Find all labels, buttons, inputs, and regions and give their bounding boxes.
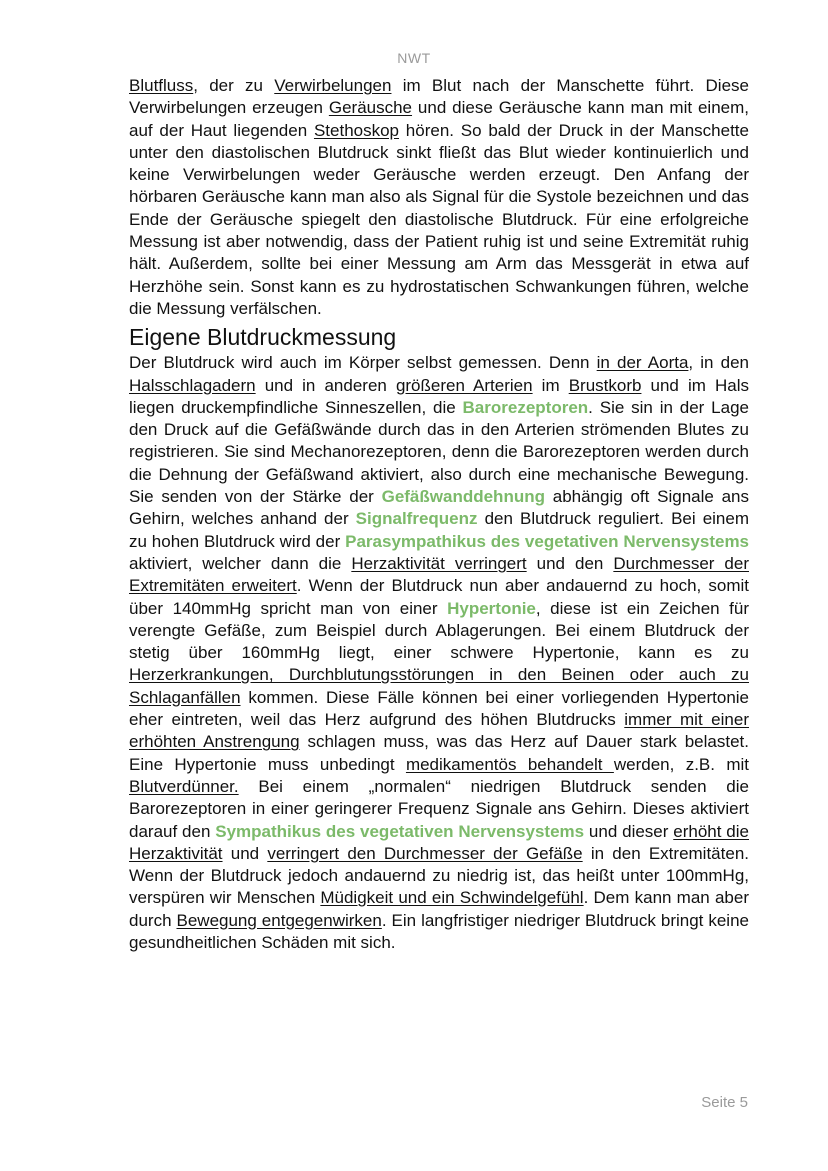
text-run: in den Extremitäten. Wenn der Blutdruck jedoch andauernd zu niedrig ist, das heißt unter 100mmHg, verspüren wir Menschen bbox=[129, 843, 749, 908]
text-run: , in den bbox=[688, 353, 750, 373]
highlighted-term: Hypertonie bbox=[447, 598, 536, 618]
text-run: und dieser bbox=[584, 821, 674, 841]
highlighted-term: Parasympathikus des vegetativen Nervensystems bbox=[345, 531, 750, 551]
underlined-term: Blutfluss bbox=[129, 76, 194, 95]
underlined-term: erhöht die Herzaktivität bbox=[129, 821, 749, 863]
text-run: . Ein langfristiger niedriger Blutdruck bringt keine gesundheitlichen Schäden mit sich. bbox=[129, 910, 749, 952]
text-run: und den bbox=[526, 553, 614, 573]
highlighted-term: Sympathikus des vegetativen Nervensystems bbox=[215, 821, 585, 841]
underlined-term: in der Aorta bbox=[596, 353, 689, 373]
underlined-term: Herzaktivität verringert bbox=[351, 553, 527, 573]
text-run: . Wenn der Blutdruck nun aber andauernd zu hoch, somit über 140mmHg spricht man von einer bbox=[129, 576, 749, 618]
underlined-term: Müdigkeit und ein Schwindelgefühl bbox=[320, 888, 584, 908]
text-run: Bei einem „normalen“ niedrigen Blutdruck senden die Barorezeptoren in einer geringerer Frequenz Signale ans Gehirn. Dieses aktiviert darauf den bbox=[129, 776, 749, 841]
page-header: NWT bbox=[397, 50, 431, 66]
underlined-term: Geräusche bbox=[328, 98, 413, 118]
text-run: . Sie sin in der Lage den Druck auf die Gefäßwände durch das in den Arterien strömenden Blutes zu registrieren. Sie sind Mechanorezeptoren, denn die Barorezeptoren werden durch die Dehnung der Gefäßwand aktiviert, also durch eine mechanische Bewegung. Sie senden von der Stärke der bbox=[129, 397, 749, 507]
text-run: abhängig oft Signale ans Gehirn, welches anhand der bbox=[129, 487, 750, 529]
text-run: und im Hals liegen druckempfindliche Sinneszellen, die bbox=[129, 375, 749, 417]
text-run: und in anderen bbox=[255, 375, 396, 395]
text-run: hören. So bald der Druck in der Manschette unter den diastolischen Blutdruck sinkt fließt das Blut wieder kontinuierlich und keine Verwirbelungen weder Geräusche werden erzeugt. Den Anfang der hörbaren Geräusche kann man also als Signal für die Systole bezeichnen und das Ende der Geräusche spiegelt den diastolische Blutdruck. Für eine erfolgreiche Messung ist aber notwendig, dass der Patient ruhig ist und seine Extremität ruhig hält. Außerdem, sollte bei einer Messung am Arm das Messgerät in etwa auf Herzhöhe sein. Sonst kann es zu hydrostatischen Schwankungen führen, welche die Messung verfälschen. bbox=[129, 120, 749, 318]
underlined-term: Bewegung entgegenwirken bbox=[176, 910, 382, 930]
text-run: den Blutdruck reguliert. Bei einem zu hohen Blutdruck wird der bbox=[129, 509, 749, 551]
paragraph-baroreceptors bbox=[129, 352, 749, 954]
text-run: . Dem kann man aber durch bbox=[129, 888, 749, 930]
text-run: im bbox=[532, 375, 569, 395]
underlined-term: größeren Arterien bbox=[395, 375, 533, 395]
text-run: werden, z.B. mit bbox=[613, 754, 749, 774]
text-run: Der Blutdruck wird auch im Körper selbst gemessen. Denn bbox=[129, 353, 597, 373]
section-heading: Eigene Blutdruckmessung bbox=[129, 324, 397, 351]
text-run: und diese Geräusche kann man mit einem, auf der Haut liegenden bbox=[129, 98, 750, 140]
underlined-term: verringert den Durchmesser der Gefäße bbox=[267, 843, 583, 863]
text-run: schlagen muss, was das Herz auf Dauer stark belastet. Eine Hypertonie muss unbedingt bbox=[129, 732, 749, 774]
document-body bbox=[129, 75, 749, 954]
underlined-term: Herzerkrankungen, Durchblutungsstörungen in den Beinen oder auch zu Schlaganfällen bbox=[129, 665, 749, 707]
page-number: Seite 5 bbox=[701, 1094, 748, 1111]
underlined-term: Brustkorb bbox=[568, 375, 642, 395]
highlighted-term: Signalfrequenz bbox=[355, 509, 478, 529]
underlined-term: immer mit einer erhöhten Anstrengung bbox=[129, 710, 749, 752]
underlined-term: medikamentös behandelt bbox=[405, 754, 614, 774]
highlighted-term: Barorezeptoren bbox=[462, 397, 589, 417]
text-run: , diese ist ein Zeichen für verengte Gefäße, zum Beispiel durch Ablagerungen. Bei einem Blutdruck der stetig über 160mmHg liegt, einer schwere Hypertonie, kann es zu bbox=[129, 598, 750, 663]
paragraph-measurement bbox=[129, 75, 749, 320]
text-run: aktiviert, welcher dann die bbox=[129, 553, 352, 573]
underlined-term: Blutverdünner. bbox=[129, 776, 239, 796]
text-run: kommen. Diese Fälle können bei einer vorliegenden Hypertonie eher eintreten, weil das Herz aufgrund des höhen Blutdrucks bbox=[129, 687, 749, 730]
underlined-term: Durchmesser der Extremitäten erweitert bbox=[129, 553, 749, 596]
underlined-term: Verwirbelungen bbox=[274, 76, 392, 95]
text-run: , der zu bbox=[193, 76, 275, 95]
underlined-term: Stethoskop bbox=[313, 120, 400, 140]
highlighted-term: Gefäßwanddehnung bbox=[381, 487, 545, 507]
text-run: und bbox=[222, 843, 268, 863]
underlined-term: Halsschlagadern bbox=[129, 375, 256, 395]
text-run: im Blut nach der Manschette führt. Diese Verwirbelungen erzeugen bbox=[129, 76, 749, 118]
